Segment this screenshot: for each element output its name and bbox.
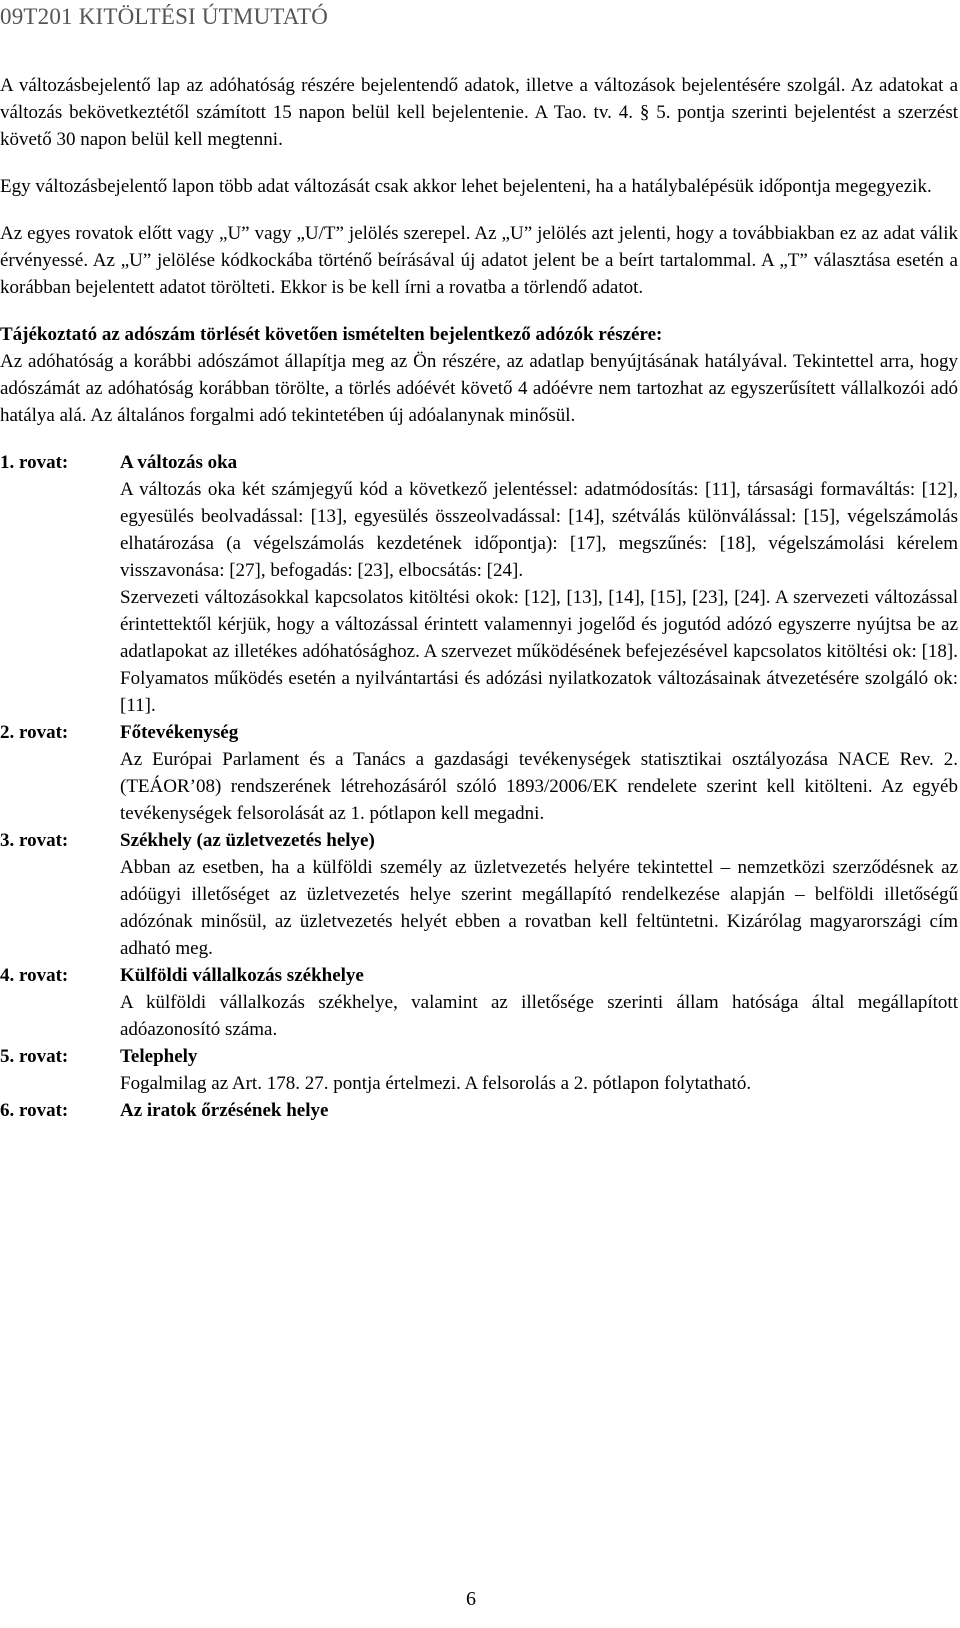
document-body	[0, 72, 958, 1124]
rovat-number: 6. rovat:	[0, 1100, 69, 1121]
rovat-title: Az iratok őrzésének helye	[120, 1100, 329, 1121]
rovat-1	[0, 449, 958, 719]
notice-title: Tájékoztató az adószám törlését követően ismételten bejelentkező adózók részére:	[0, 324, 663, 345]
page-number: 6	[466, 1588, 476, 1610]
intro-paragraph-3: Az egyes rovatok előtt vagy „U” vagy „U/T” jelölés szerepel. Az „U” jelölés azt jelenti, hogy a továbbiakban ez az adat válik érvényessé. Az „U” jelölése kódkockába történő beírásával új adatot jelent be a beírt tartalommal. A „T” választása esetén a korábban bejelentett adatot törölteti. Ekkor is be kell írni a rovatba a törlendő adatot.	[0, 223, 958, 298]
rovat-title: Külföldi vállalkozás székhelye	[120, 965, 364, 986]
rovat-number: 4. rovat:	[0, 965, 69, 986]
rovat-number: 3. rovat:	[0, 830, 69, 851]
notice-body: Az adóhatóság a korábbi adószámot állapítja meg az Ön részére, az adatlap benyújtásának hatályával. Tekintettel arra, hogy adószámát az adóhatóság korábban törölte, a törlés adóévét követő 4 adóévre nem tartozhat az egyszerűsített vállalkozói adó hatálya alá. Az általános forgalmi adó tekintetében új adóalanynak minősül.	[0, 351, 958, 426]
rovat-text: Fogalmilag az Art. 178. 27. pontja értelmezi. A felsorolás a 2. pótlapon folytatható.	[120, 1073, 752, 1094]
rovat-text: A külföldi vállalkozás székhelye, valamint az illetősége szerinti állam hatósága által megállapított adóazonosító száma.	[120, 992, 958, 1040]
rovat-text: Az Európai Parlament és a Tanács a gazdasági tevékenységek statisztikai osztályozása NACE Rev. 2. (TEÁOR’08) rendszerének létrehozásáról szóló 1893/2006/EK rendelete szerint kell kitölteni. Az egyéb tevékenységek felsorolását az 1. pótlapon kell megadni.	[120, 749, 958, 824]
rovat-title: Főtevékenység	[120, 722, 239, 743]
rovat-number: 1. rovat:	[0, 452, 69, 473]
rovat-2	[0, 719, 958, 827]
rovat-6	[0, 1097, 958, 1124]
rovat-text: Abban az esetben, ha a külföldi személy az üzletvezetés helyére tekintettel – nemzetközi szerződésnek az adóügyi illetőséget az üzletvezetés helye szerint megállapító rendelkezése alapján – belföldi illetőségű adózónak minősül, az üzletvezetés helyét ebben a rovatban kell feltüntetni. Kizárólag magyarországi cím adható meg.	[120, 857, 958, 959]
intro-paragraph-2: Egy változásbejelentő lapon több adat változását csak akkor lehet bejelenteni, ha a hatálybalépésük időpontja megegyezik.	[0, 176, 932, 197]
rovat-5	[0, 1043, 958, 1097]
rovat-number: 5. rovat:	[0, 1046, 69, 1067]
rovat-text: Szervezeti változásokkal kapcsolatos kitöltési okok: [12], [13], [14], [15], [23], [24]. A szervezeti változással érintettektől kérjük, hogy a változással érintett valamennyi jogelőd és jogutód adózó egyszerre nyújtsa be az adatlapokat az illetékes adóhatósághoz. A szervezet működésének befejezésével kapcsolatos kitöltési ok: [18]. Folyamatos működés esetén a nyilvántartási és adózási nyilatkozatok változásainak átvezetésére szolgáló ok: [11].	[120, 587, 958, 716]
page-title: 09T201 KITÖLTÉSI ÚTMUTATÓ	[0, 4, 329, 29]
rovat-number: 2. rovat:	[0, 722, 69, 743]
rovat-text: A változás oka két számjegyű kód a következő jelentéssel: adatmódosítás: [11], társasági formaváltás: [12], egyesülés beolvadással: [13], egyesülés összeolvadással: [14], szétválás különválással: [15], végelszámolás elhatározása (a végelszámolás kezdetének időpontja): [17], megszűnés: [18], végelszámolási kérelem visszavonása: [27], befogadás: [23], elbocsátás: [24].	[120, 479, 958, 581]
rovat-3	[0, 827, 958, 962]
intro-paragraph-1: A változásbejelentő lap az adóhatóság részére bejelentendő adatok, illetve a változások bejelentésére szolgál. Az adatokat a változás bekövetkeztétől számított 15 napon belül kell bejelentenie. A Tao. tv. 4. § 5. pontja szerinti bejelentést a szerzést követő 30 napon belül kell megtenni.	[0, 75, 958, 150]
rovat-4	[0, 962, 958, 1043]
rovat-title: Telephely	[120, 1046, 198, 1067]
rovat-title: A változás oka	[120, 452, 238, 473]
rovat-title: Székhely (az üzletvezetés helye)	[120, 830, 375, 851]
